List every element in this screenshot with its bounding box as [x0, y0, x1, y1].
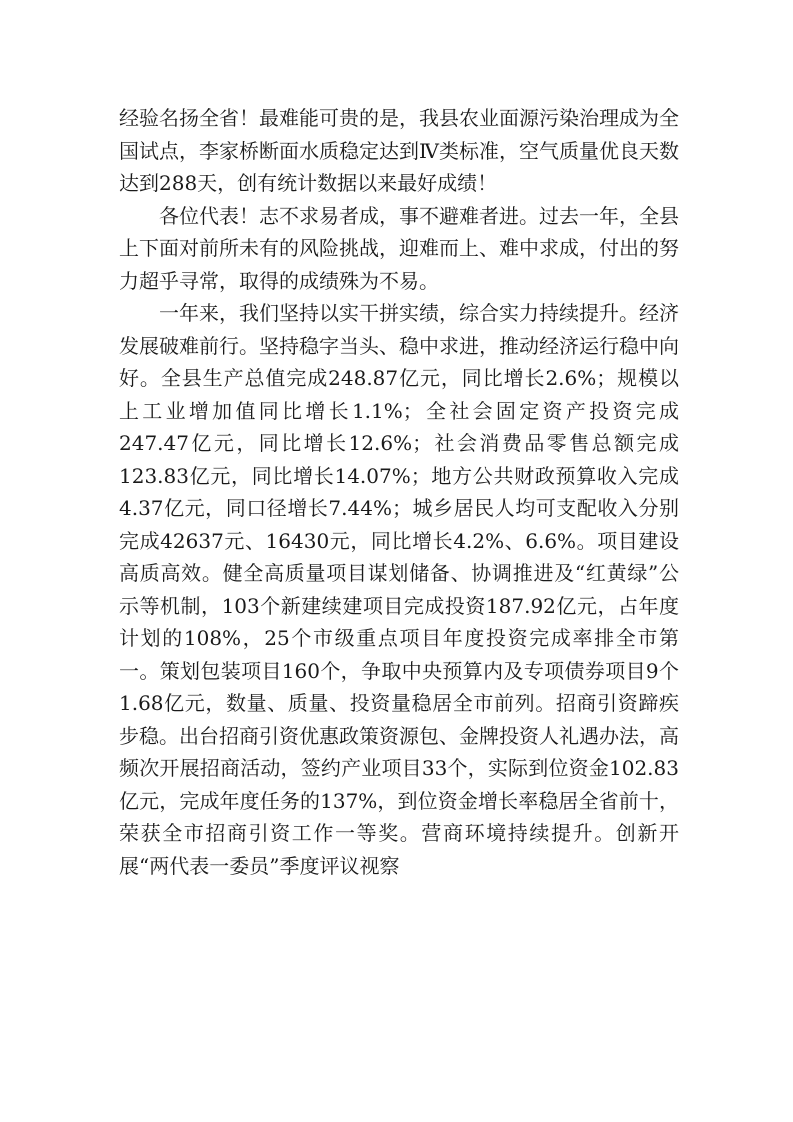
paragraph-3: 一年来，我们坚持以实干拼实绩，综合实力持续提升。经济发展破难前行。坚持稳字当头、稳中求进，推动经济运行稳中向好。全县生产总值完成248.87亿元，同比增长2.6%；规模以上工业增加值同比增长1.1%；全社会固定资产投资完成247.47亿元，同比增长12.6%；社会消费品零售总额完成123.83亿元，同比增长14.07%；地方公共财政预算收入完成4.37亿元，同口径增长7.44%；城乡居民人均可支配收入分别完成42637元、16430元，同比增长4.2%、6.6%。项目建设高质高效。健全高质量项目谋划储备、协调推进及“红黄绿”公示等机制，103个新建续建项目完成投资187.92亿元，占年度计划的108%，25个市级重点项目年度投资完成率排全市第一。策划包装项目160个，争取中央预算内及专项债券项目9个1.68亿元，数量、质量、投资量稳居全市前列。招商引资蹄疾步稳。出台招商引资优惠政策资源包、金牌投资人礼遇办法，高频次开展招商活动，签约产业项目33个，实际到位资金102.83亿元，完成年度任务的137%，到位资金增长率稳居全省前十，荣获全市招商引资工作一等奖。营商环境持续提升。创新开展“两代表一委员”季度评议视察: [119, 301, 679, 878]
paragraph-1: 经验名扬全省！最难能可贵的是，我县农业面源污染治理成为全国试点，李家桥断面水质稳定达到Ⅳ类标准，空气质量优良天数达到288天，创有统计数据以来最好成绩！: [119, 106, 679, 195]
paragraph-2: 各位代表！志不求易者成，事不避难者进。过去一年，全县上下面对前所未有的风险挑战，迎难而上、难中求成，付出的努力超乎寻常，取得的成绩殊为不易。: [119, 203, 679, 293]
document-body: [119, 102, 679, 882]
